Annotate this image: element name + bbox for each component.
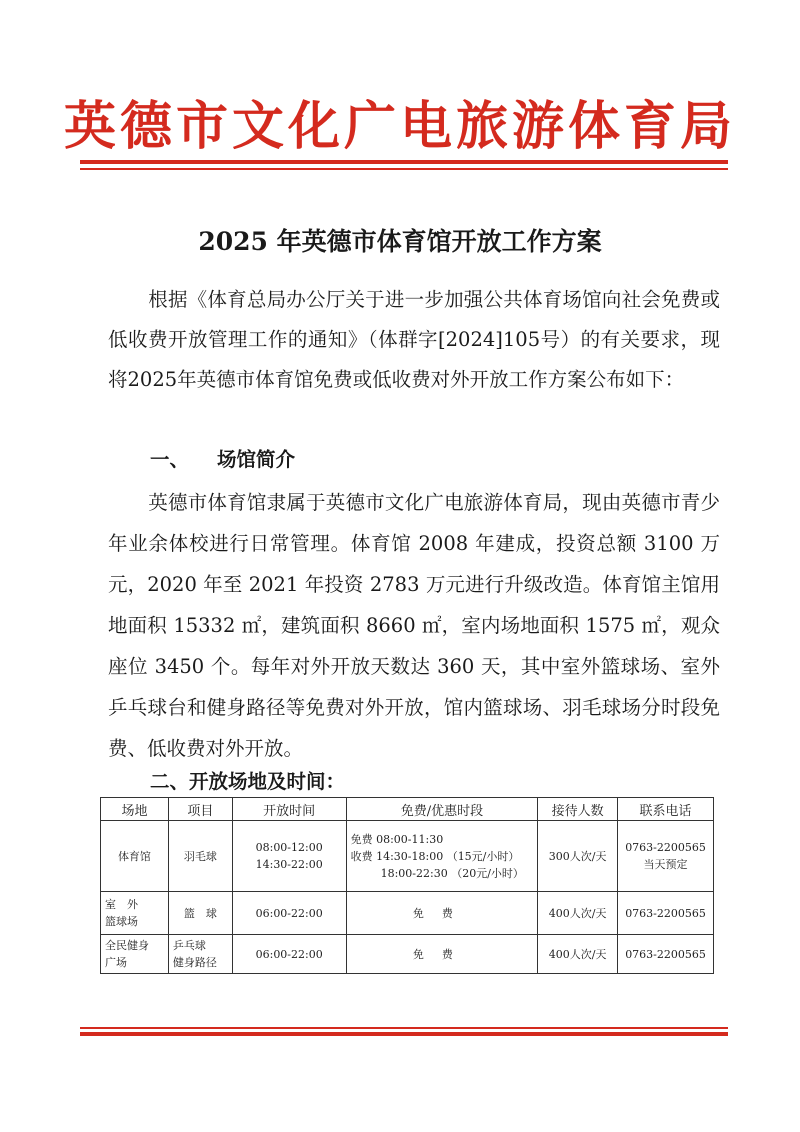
header-item: 项目	[168, 798, 232, 821]
phone-note: 当天预定	[643, 858, 688, 871]
header-venue: 场地	[101, 798, 169, 821]
header-phone: 联系电话	[618, 798, 714, 821]
cell-venue	[101, 892, 169, 935]
cell-capacity: 400人次/天	[538, 892, 618, 935]
cell-phone: 0763-2200565	[618, 935, 714, 974]
venue-line: 室 外	[105, 898, 138, 911]
cell-hours	[232, 821, 346, 892]
intro-paragraph	[108, 280, 720, 400]
cell-item: 羽毛球	[168, 821, 232, 892]
cell-phone: 0763-2200565	[618, 892, 714, 935]
schedule-table	[100, 797, 714, 974]
table-row	[101, 892, 714, 935]
header-rule-thick	[80, 160, 728, 164]
hours-line: 14:30-22:00	[255, 858, 323, 871]
section-1-heading	[150, 444, 295, 472]
item-line: 健身路径	[172, 956, 217, 969]
footer-rule-thin	[80, 1027, 728, 1029]
document-title: 2025 年英德市体育馆开放工作方案	[198, 227, 602, 256]
header-rule-thin	[80, 168, 728, 170]
cell-discount	[346, 821, 538, 892]
header-discount: 免费/优惠时段	[346, 798, 538, 821]
cell-discount: 免费	[346, 935, 538, 974]
section-2-heading: 二、开放场地及时间：	[150, 770, 346, 793]
cell-discount: 免费	[346, 892, 538, 935]
cell-capacity: 300人次/天	[538, 821, 618, 892]
table-row	[101, 821, 714, 892]
venue-intro-paragraph	[108, 482, 720, 769]
discount-line: 免费 08:00-11:30	[350, 832, 444, 846]
intro-text: 根据《体育总局办公厅关于进一步加强公共体育场馆向社会免费或低收费开放管理工作的通知》（体群字[2024]105号）的有关要求，现将2025年英德市体育馆免费或低收费对外开放工作方案公布如下：	[108, 288, 720, 391]
item-line: 乒乓球	[172, 939, 206, 952]
venue-line: 篮球场	[105, 915, 138, 928]
cell-phone	[618, 821, 714, 892]
organization-header: 英德市文化广电旅游体育局	[63, 96, 736, 157]
cell-item: 篮 球	[168, 892, 232, 935]
cell-item	[168, 935, 232, 974]
section-1-title: 场馆简介	[217, 448, 296, 471]
venue-intro-text: 英德市体育馆隶属于英德市文化广电旅游体育局，现由英德市青少年业余体校进行日常管理。体育馆 2008 年建成，投资总额 3100 万元，2020 年至 2021 年投资 2783 万元进行升级改造。体育馆主馆用地面积 15332 ㎡，建筑面积 8660 ㎡，室内场地面积 1575 ㎡，观众座位 3450 个。每年对外开放天数达 360 天，其中室外篮球场、室外乒乓球台和健身路径等免费对外开放，馆内篮球场、羽毛球场分时段免费、低收费对外开放。	[108, 491, 720, 760]
venue-line: 广场	[105, 956, 127, 969]
header-capacity: 接待人数	[538, 798, 618, 821]
table-header-row	[101, 798, 714, 821]
discount-line: 18:00-22:30 （20元/小时）	[380, 866, 524, 880]
venue-line: 全民健身	[105, 939, 149, 952]
cell-hours: 06:00-22:00	[232, 892, 346, 935]
table-row	[101, 935, 714, 974]
hours-line: 08:00-12:00	[255, 841, 323, 854]
phone-line: 0763-2200565	[625, 841, 706, 854]
cell-capacity: 400人次/天	[538, 935, 618, 974]
cell-venue: 体育馆	[101, 821, 169, 892]
cell-venue	[101, 935, 169, 974]
discount-line: 收费 14:30-18:00 （15元/小时）	[350, 849, 520, 863]
cell-hours: 06:00-22:00	[232, 935, 346, 974]
header-hours: 开放时间	[232, 798, 346, 821]
section-1-number: 一、	[150, 448, 190, 471]
footer-rule-thick	[80, 1032, 728, 1036]
